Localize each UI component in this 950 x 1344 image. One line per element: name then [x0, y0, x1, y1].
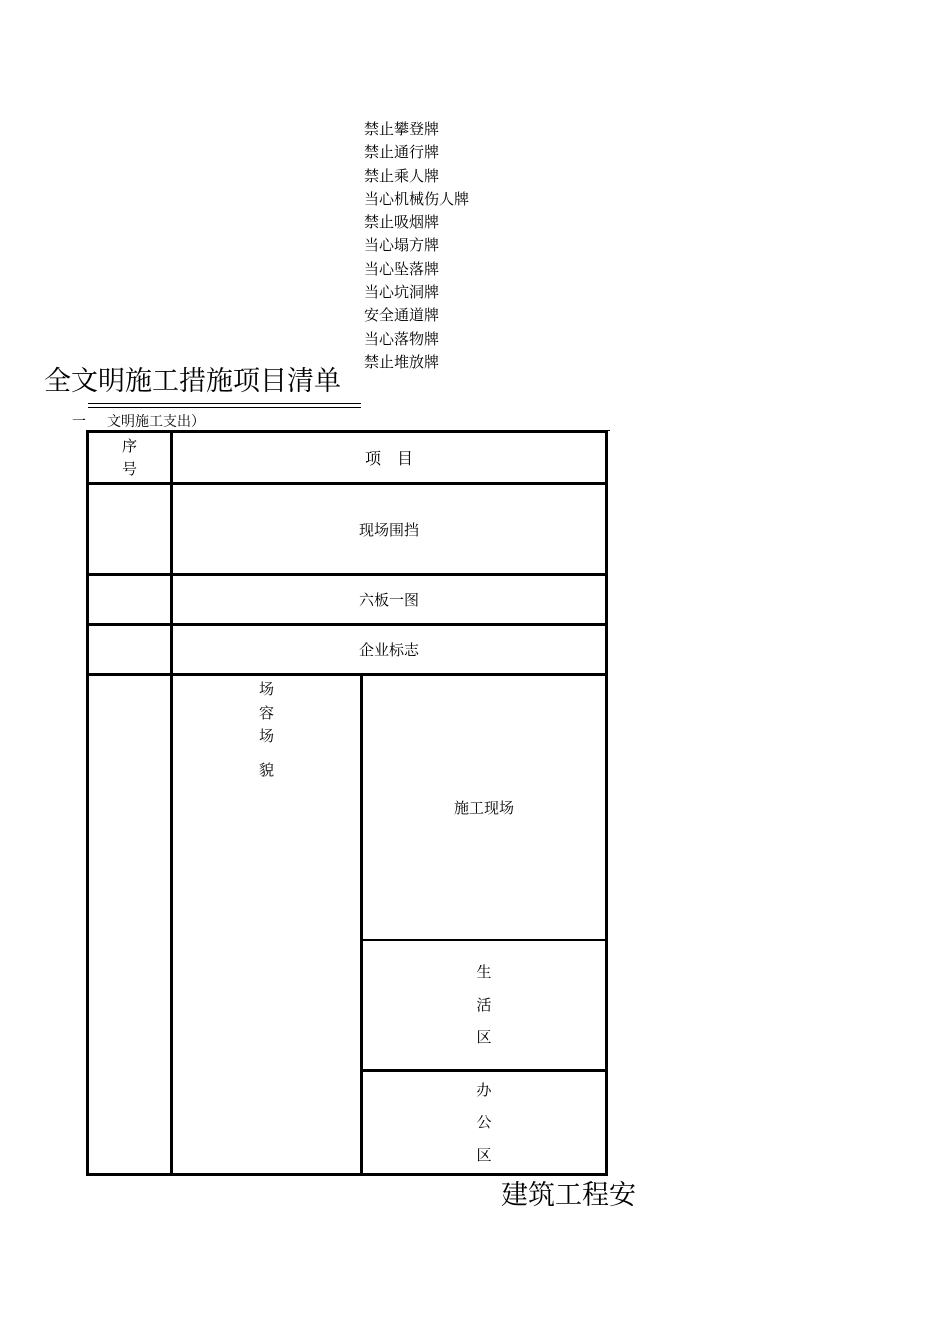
group-label-char: 场	[258, 727, 274, 745]
subrow-char: 活	[476, 995, 492, 1014]
sign-item: 当心塌方牌	[364, 236, 440, 255]
row-label: 企业标志	[358, 641, 419, 659]
measures-table	[86, 430, 608, 1176]
group-label-char: 容	[258, 703, 274, 722]
sign-item: 当心坑洞牌	[364, 283, 440, 302]
title-double-underline	[88, 403, 361, 408]
group-label-cell	[173, 676, 360, 1173]
group-label-char: 貌	[258, 760, 274, 779]
subrow-char: 公	[476, 1113, 492, 1132]
row-label: 现场围挡	[358, 520, 419, 539]
subrow-char: 区	[476, 1028, 492, 1047]
sign-item: 禁止攀登牌	[364, 120, 440, 138]
row-item-cell	[173, 626, 605, 673]
sign-item: 禁止通行牌	[364, 143, 440, 162]
subrow-label: 施工现场	[453, 799, 514, 817]
row-item-cell	[173, 485, 605, 573]
subrow-char: 生	[476, 963, 492, 982]
header-item-cell	[173, 433, 605, 482]
row-seq-cell	[89, 576, 170, 623]
sign-item: 当心落物牌	[364, 329, 440, 348]
subrow-cell	[363, 676, 605, 939]
sign-item: 当心坠落牌	[364, 259, 440, 278]
subtitle: 文明施工支出）	[107, 414, 205, 430]
header-item-label: 项 目	[364, 449, 413, 468]
header-seq-cell	[89, 433, 170, 482]
sign-item: 当心机械伤人牌	[364, 189, 470, 208]
subrow-char: 区	[476, 1145, 492, 1164]
sign-item: 禁止堆放牌	[364, 352, 440, 371]
row-item-cell	[173, 576, 605, 623]
row-label: 六板一图	[358, 591, 419, 609]
subrow-cell	[363, 1072, 605, 1173]
sign-item: 禁止吸烟牌	[364, 213, 440, 232]
group-label-char: 场	[258, 680, 274, 698]
row-seq-cell	[89, 485, 170, 573]
sign-item: 禁止乘人牌	[364, 166, 440, 185]
header-seq-char: 序	[121, 437, 137, 455]
sign-item: 安全通道牌	[364, 306, 440, 325]
sign-list	[364, 118, 469, 374]
subtitle-dash: 一	[72, 414, 86, 430]
subrow-cell	[363, 941, 605, 1069]
header-seq-char: 号	[121, 460, 137, 478]
row-seq-cell	[89, 626, 170, 673]
footer-title: 建筑工程安	[501, 1180, 636, 1211]
document-title: 全文明施工措施项目清单	[44, 366, 341, 397]
subrow-char: 办	[476, 1080, 492, 1099]
